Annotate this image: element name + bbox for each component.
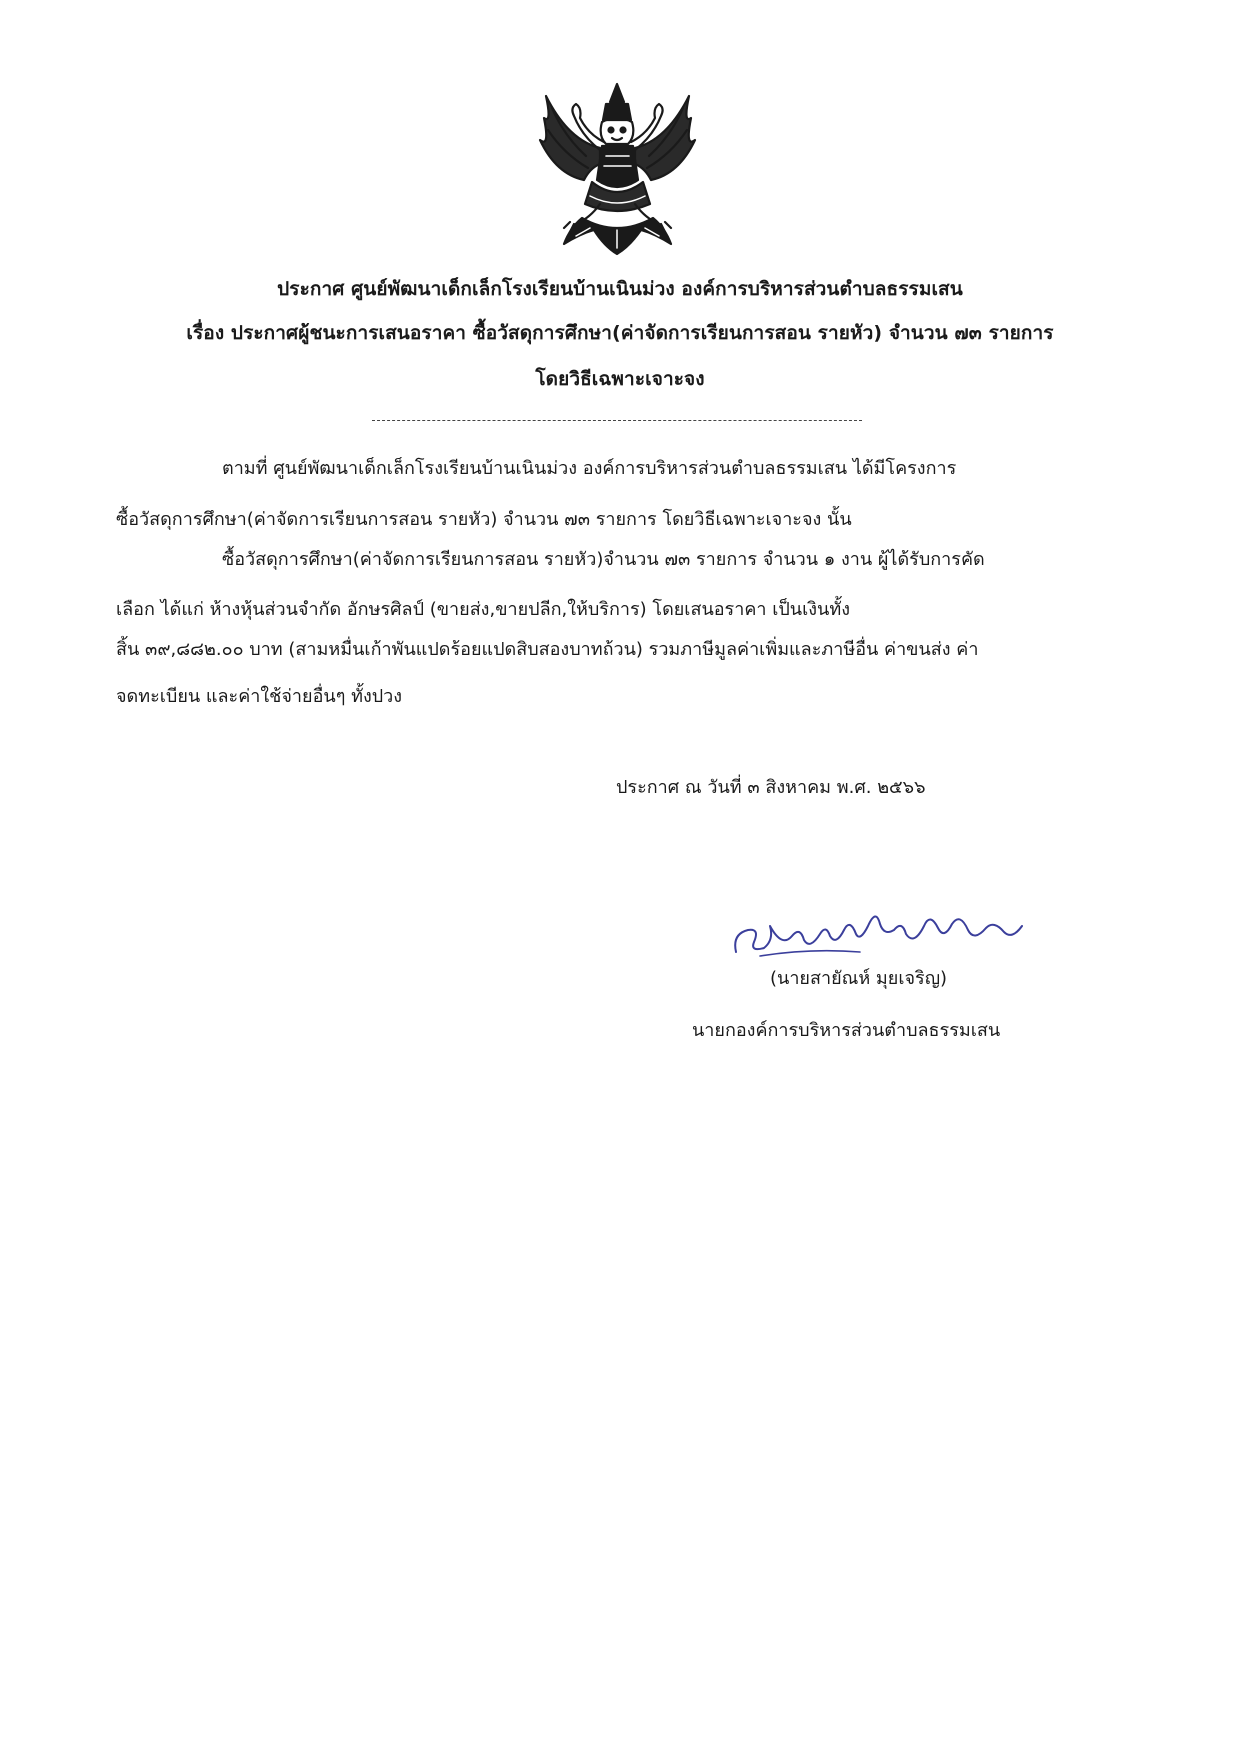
signatory-title: นายกองค์การบริหารส่วนตำบลธรรมเสน: [692, 1020, 1001, 1041]
paragraph-1-line-1: ตามที่ ศูนย์พัฒนาเด็กเล็กโรงเรียนบ้านเนินม่วง องค์การบริหารส่วนตำบลธรรมเสน ได้มีโครงการ: [222, 458, 957, 479]
announcement-title: ประกาศ ศูนย์พัฒนาเด็กเล็กโรงเรียนบ้านเนินม่วง องค์การบริหารส่วนตำบลธรรมเสน: [277, 278, 963, 300]
paragraph-2-line-1: ซื้อวัสดุการศึกษา(ค่าจัดการเรียนการสอน รายหัว)จำนวน ๗๓ รายการ จำนวน ๑ งาน ผู้ได้รับการคัด: [222, 549, 985, 570]
announcement-method: โดยวิธีเฉพาะเจาะจง: [535, 368, 705, 390]
garuda-emblem-icon: [530, 78, 705, 258]
paragraph-2-line-2: เลือก ได้แก่ ห้างหุ้นส่วนจำกัด อักษรศิลป์ (ขายส่ง,ขายปลีก,ให้บริการ) โดยเสนอราคา เป็นเงินทั้ง: [116, 599, 850, 620]
paragraph-2-line-3: สิ้น ๓๙,๘๘๒.๐๐ บาท (สามหมื่นเก้าพันแปดร้อยแปดสิบสองบาทถ้วน) รวมภาษีมูลค่าเพิ่มและภาษีอื่น ค่าขนส่ง ค่า: [116, 639, 979, 660]
dashed-divider: [372, 420, 862, 421]
paragraph-2-line-4: จดทะเบียน และค่าใช้จ่ายอื่นๆ ทั้งปวง: [116, 686, 403, 707]
paragraph-1-line-2: ซื้อวัสดุการศึกษา(ค่าจัดการเรียนการสอน รายหัว) จำนวน ๗๓ รายการ โดยวิธีเฉพาะเจาะจง นั้น: [116, 509, 852, 530]
announcement-subject: เรื่อง ประกาศผู้ชนะการเสนอราคา ซื้อวัสดุการศึกษา(ค่าจัดการเรียนการสอน รายหัว) จำนวน ๗๓ รายการ: [186, 322, 1054, 344]
announcement-date: ประกาศ ณ วันที่ ๓ สิงหาคม พ.ศ. ๒๕๖๖: [616, 777, 926, 798]
signatory-name: (นายสายัณห์ มุยเจริญ): [770, 968, 948, 989]
signature-mark: [730, 890, 1030, 970]
